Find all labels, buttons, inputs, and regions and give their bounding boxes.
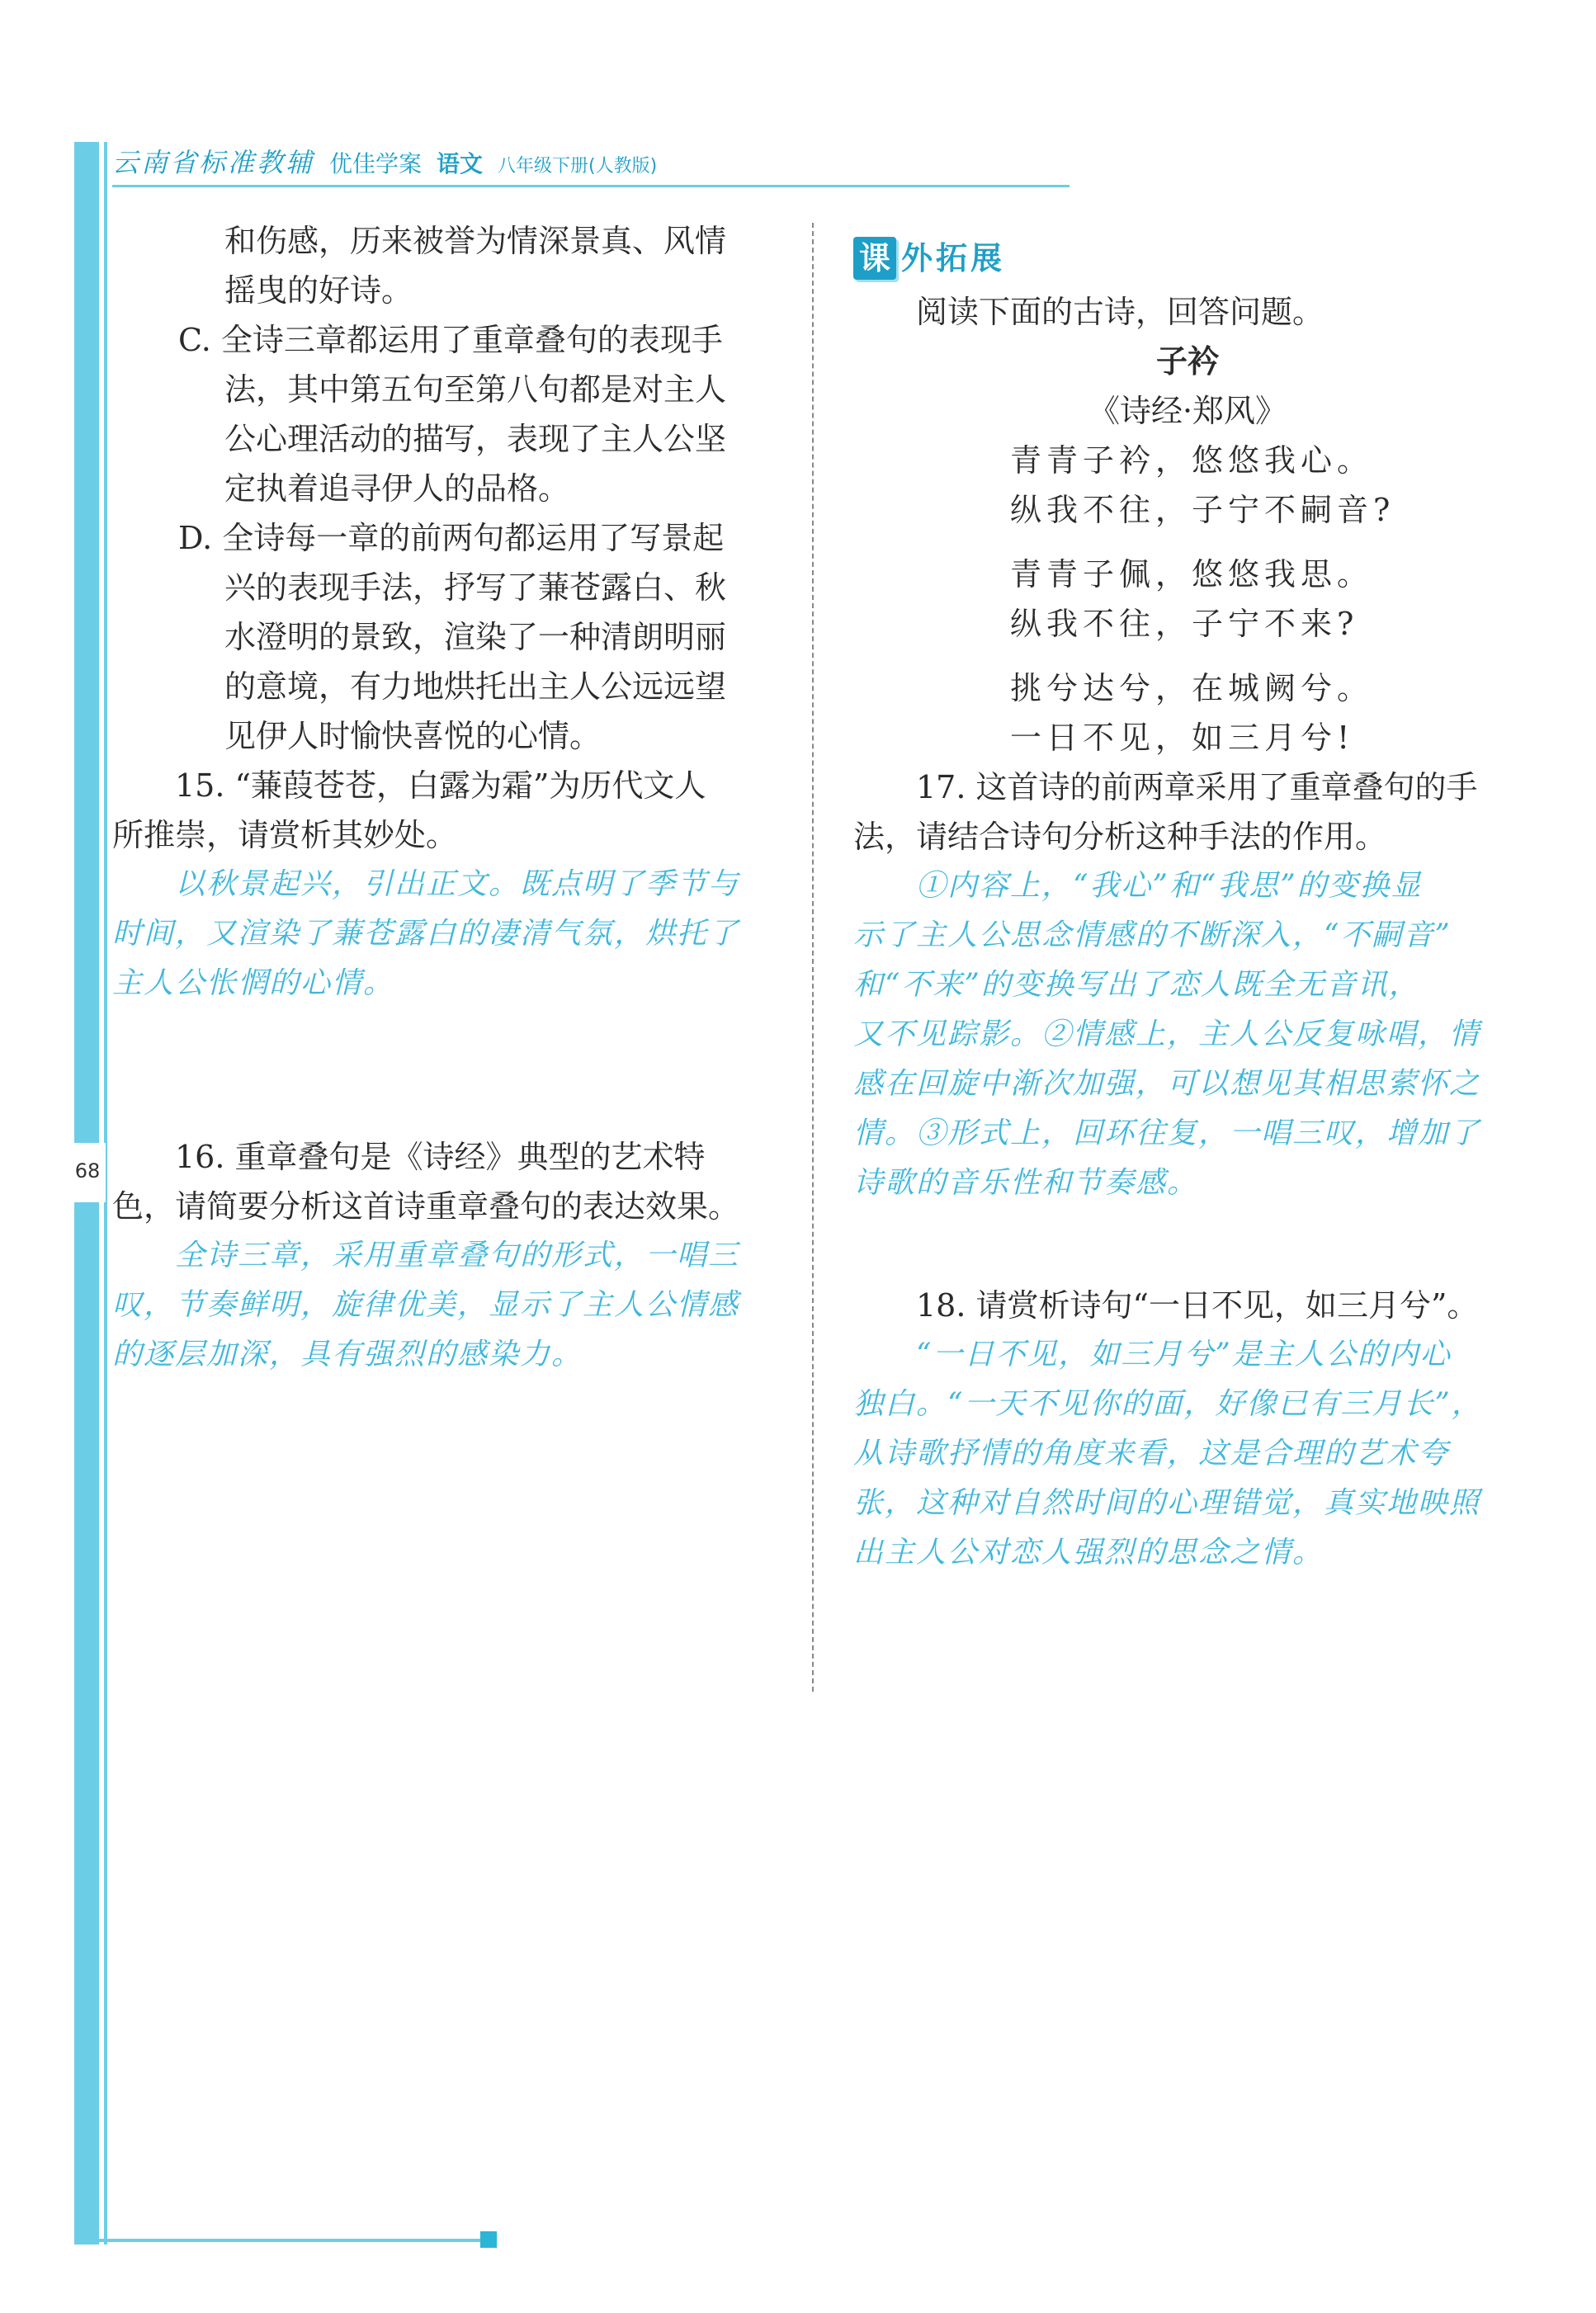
- text-line: 色，请简要分析这首诗重章叠句的表达效果。: [112, 1188, 740, 1225]
- bottom-square-ornament: [480, 2231, 497, 2248]
- section-title: [853, 229, 1522, 287]
- question-16: [112, 1132, 781, 1231]
- answer-line: 又不见踪影。②情感上，主人公反复咏唱，情: [853, 1017, 1481, 1051]
- column-divider: [812, 223, 814, 1692]
- left-column: [112, 216, 781, 1380]
- option-d: [112, 513, 781, 761]
- answer-15: [112, 860, 781, 1008]
- header-brand: 云南省标准教辅: [112, 147, 315, 178]
- answer-line: 张，这种对自然时间的心理错觉，真实地映照: [853, 1486, 1481, 1520]
- poem-line: 青青子衿，悠悠我心。: [1010, 442, 1374, 479]
- answer-line: 示了主人公思念情感的不断深入，“不嗣音”: [853, 918, 1452, 952]
- text-line: 15. “蒹葭苍苍，白露为霜”为历代文人: [175, 767, 706, 804]
- text-line: 摇曳的好诗。: [224, 272, 413, 309]
- answer-line: 时间，又渲染了蒹苍露白的凄清气氛，烘托了: [112, 917, 740, 951]
- answer-line: 情。③形式上，回环往复，一唱三叹，增加了: [853, 1116, 1481, 1150]
- instruction: 阅读下面的古诗，回答问题。: [916, 294, 1324, 330]
- text-line: 的意境，有力地烘托出主人公远远望: [224, 668, 727, 705]
- text-line: 所推崇，请赏析其妙处。: [112, 817, 458, 853]
- answer-line: 感在回旋中渐次加强，可以想见其相思萦怀之: [853, 1067, 1481, 1101]
- poem-line: 纵我不往，子宁不嗣音?: [1010, 492, 1395, 528]
- poem-line: 一日不见，如三月兮!: [1010, 720, 1355, 756]
- answer-line: 全诗三章，采用重章叠句的形式，一唱三: [175, 1239, 740, 1272]
- text-line: 水澄明的景致，渲染了一种清朗明丽: [224, 619, 727, 655]
- answer-line: 从诗歌抒情的角度来看，这是合理的艺术夸: [853, 1437, 1450, 1470]
- bottom-rule: [74, 2239, 495, 2242]
- option-b-tail: [112, 216, 781, 315]
- answer-18: [853, 1330, 1522, 1578]
- text-line: 见伊人时愉快喜悦的心情。: [224, 718, 602, 754]
- poem-line: 挑兮达兮，在城阙兮。: [1010, 670, 1374, 706]
- answer-line: 独白。“一天不见你的面，好像已有三月长”，: [853, 1387, 1483, 1421]
- answer-line: 叹，节奏鲜明，旋律优美，显示了主人公情感: [112, 1288, 740, 1322]
- question-15: [112, 761, 781, 860]
- answer-line: 诗歌的音乐性和节奏感。: [853, 1166, 1199, 1200]
- question-17: [853, 762, 1522, 861]
- header-series: 优佳学案: [329, 150, 423, 177]
- option-c: [112, 315, 781, 513]
- answer-16: [112, 1231, 781, 1380]
- answer-line: 出主人公对恋人强烈的思念之情。: [853, 1536, 1324, 1570]
- poem-line: 纵我不往，子宁不来?: [1010, 606, 1359, 642]
- text-line: 定执着追寻伊人的品格。: [224, 470, 570, 507]
- page-number: 68: [74, 1159, 101, 1182]
- answer-line: “一日不见，如三月兮”是主人公的内心: [916, 1338, 1452, 1371]
- text-line: 兴的表现手法，抒写了蒹苍露白、秋: [224, 569, 727, 606]
- stanza-gap: [853, 649, 1522, 663]
- text-line: 17. 这首诗的前两章采用了重章叠句的手: [916, 769, 1478, 805]
- text-line: 18. 请赏析诗句“一日不见，如三月兮”。: [916, 1287, 1479, 1324]
- answer-line: 主人公怅惘的心情。: [112, 966, 395, 1000]
- text-line: D. 全诗每一章的前两句都运用了写景起: [178, 520, 725, 556]
- answer-line: 的逐层加深，具有强烈的感染力。: [112, 1338, 583, 1371]
- spacer: [853, 1208, 1522, 1281]
- spacer: [112, 1008, 781, 1132]
- poem-title: 子衿: [1155, 343, 1219, 380]
- text-line: C. 全诗三章都运用了重章叠句的表现手: [178, 322, 723, 358]
- header-subject: 语文: [437, 150, 484, 177]
- answer-line: 以秋景起兴，引出正文。既点明了季节与: [175, 867, 740, 901]
- text-line: 法，请结合诗句分析这种手法的作用。: [853, 819, 1387, 855]
- answer-line: 和“不来”的变换写出了恋人既全无音讯，: [853, 968, 1420, 1002]
- poem-source: 《诗经·郑风》: [1088, 393, 1287, 429]
- right-column: [853, 229, 1522, 1578]
- section-badge: 课: [853, 237, 896, 280]
- section-title-text: 外拓展: [901, 240, 1006, 276]
- text-line: 公心理活动的描写，表现了主人公坚: [224, 421, 727, 457]
- poem-line: 青青子佩，悠悠我思。: [1010, 556, 1374, 592]
- header-rule: [112, 185, 1070, 187]
- poem: [853, 436, 1522, 762]
- stanza-gap: [853, 535, 1522, 550]
- header-grade: 八年级下册(人教版): [498, 156, 658, 177]
- text-line: 16. 重章叠句是《诗经》典型的艺术特: [175, 1139, 706, 1175]
- text-line: 法，其中第五句至第八句都是对主人: [224, 371, 727, 408]
- answer-line: ①内容上，“我心”和“我思”的变换显: [916, 869, 1423, 903]
- text-line: 和伤感，历来被誉为情深景真、风情: [224, 223, 727, 259]
- page-header: [112, 142, 657, 182]
- answer-17: [853, 861, 1522, 1208]
- question-18: [853, 1281, 1522, 1330]
